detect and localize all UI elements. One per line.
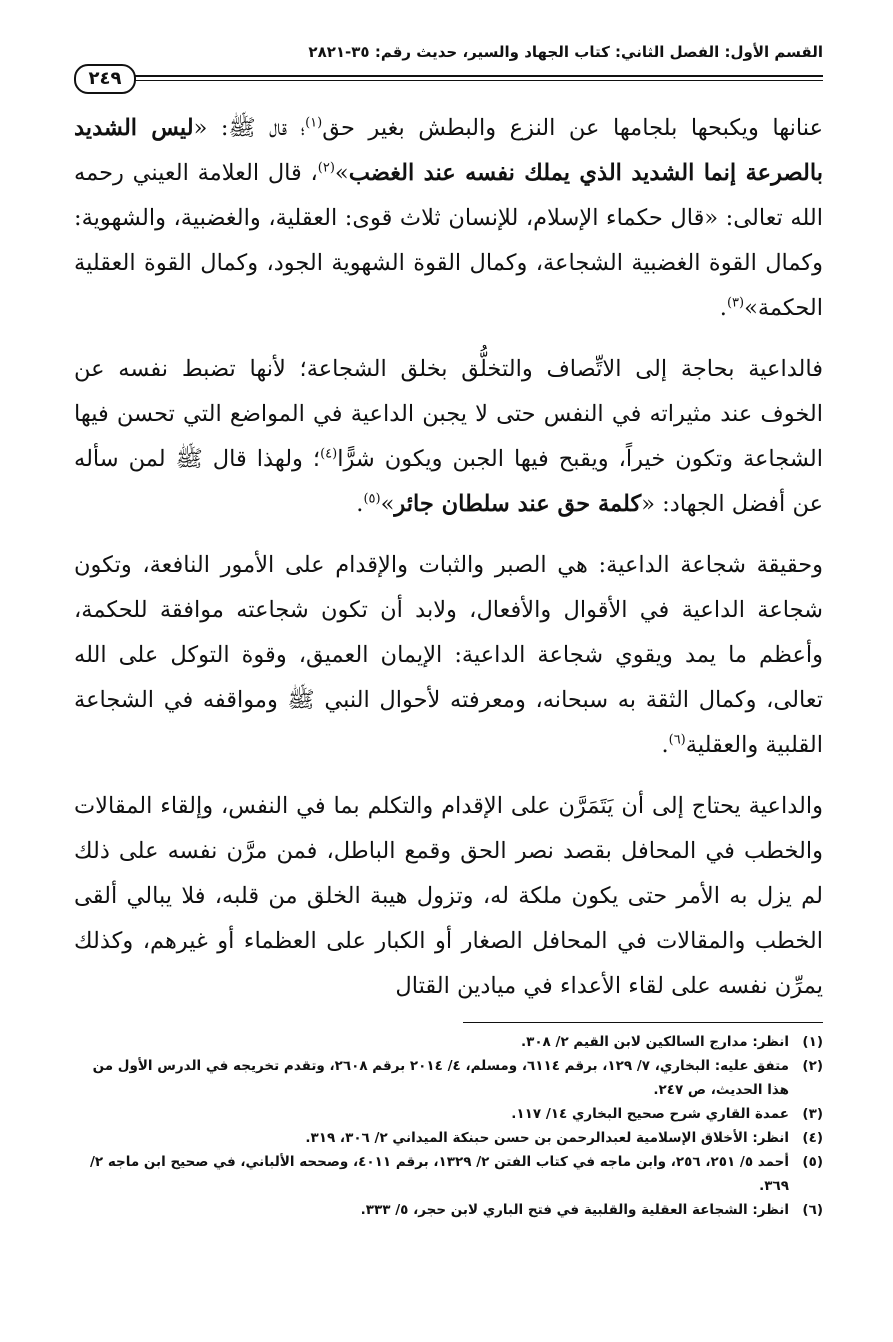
header-rule bbox=[134, 75, 823, 81]
text-segment: والداعية يحتاج إلى أن يَتَمَرَّن على الإقدام والتكلم بما في النفس، وإلقاء المقالات والخطب في المحافل بقصد نصر الحق وقمع الباطل، فمن مرَّن نفسه على ذلك لم يزل به الأمر حتى يكون ملكة له، وتزول هيبة الخلق من قلبه، فلا يبالي ألقى الخطب والمقالات في المحافل الصغار أو الكبار على العظماء أو غيرهم، وكذلك يمرِّن نفسه على لقاء الأعداء في ميادين القتال bbox=[74, 793, 823, 999]
page-header bbox=[74, 42, 823, 102]
text-segment: . bbox=[661, 732, 669, 758]
footnote-text: انظر: الشجاعة العقلية والقلبية في فتح الباري لابن حجر، ٥/ ٣٣٣. bbox=[360, 1202, 789, 1218]
hadith-quote: ليس الشديد بالصرعة إنما الشديد الذي يملك نفسه عند الغضب bbox=[74, 115, 823, 186]
footnote-separator bbox=[463, 1022, 823, 1023]
text-segment: » bbox=[334, 160, 349, 186]
text-segment: . bbox=[719, 295, 727, 321]
footnote bbox=[74, 1126, 823, 1150]
footnote-number: (١) bbox=[802, 1034, 823, 1050]
footnote bbox=[74, 1102, 823, 1126]
text-segment: » bbox=[380, 491, 395, 517]
text-segment: وحقيقة شجاعة الداعية: هي الصبر والثبات والإقدام على الأمور النافعة، وتكون شجاعة الداعية في الأقوال والأفعال، ولابد أن تكون شجاعته موافقة للحكمة، وأعظم ما يمد ويقوي شجاعة الداعية: الإيمان العميق، وقوة التوكل على الله تعالى، وكمال الثقة به سبحانه، ومعرفته لأحوال النبي ﷺ ومواقفه في الشجاعة القلبية والعقلية bbox=[74, 552, 823, 758]
running-title: القسم الأول: الفصل الثاني: كتاب الجهاد والسير، حديث رقم: ٣٥-٢٨٢١ bbox=[308, 43, 823, 61]
footnote-marker: (٢) bbox=[317, 160, 335, 176]
footnote-number: (٤) bbox=[802, 1130, 823, 1146]
paragraph bbox=[74, 543, 823, 768]
footnote-marker: (٤) bbox=[320, 446, 338, 462]
footnote-text: انظر: مدارج السالكين لابن القيم ٢/ ٣٠٨. bbox=[520, 1034, 789, 1050]
page-number: ٢٤٩ bbox=[74, 64, 136, 94]
footnote-marker: (٣) bbox=[726, 295, 745, 311]
footnote-text: انظر: الأخلاق الإسلامية لعبدالرحمن بن حسن حبنكة الميداني ٢/ ٣٠٦، ٣١٩. bbox=[305, 1130, 789, 1146]
footnote-marker: (٦) bbox=[668, 732, 686, 748]
paragraph bbox=[74, 106, 823, 331]
text-segment: فالداعية بحاجة إلى الاتِّصاف والتخلُّق بخلق الشجاعة؛ لأنها تضبط نفسه عن الخوف عند مثيراته في النفس حتى لا يجبن الداعية في المواضع التي تحسن فيها الشجاعة وتكون خيراً، ويقبح فيها الجبن ويكون شرًّا bbox=[74, 356, 823, 472]
hadith-quote: كلمة حق عند سلطان جائر bbox=[394, 491, 642, 517]
paragraph bbox=[74, 347, 823, 527]
footnote bbox=[74, 1030, 823, 1054]
footnote-marker: (٥) bbox=[363, 491, 381, 507]
text-segment: ، قال العلامة العيني رحمه الله تعالى: «قال حكماء الإسلام، للإنسان ثلاث قوى: العقلية، والغضبية، والشهوية: وكمال القوة الغضبية الشجاعة، وكمال القوة الشهوية الجود، وكمال القوة العقلية الحكمة» bbox=[74, 160, 823, 321]
footnote-text: متفق عليه: البخاري، ٧/ ١٢٩، برقم ٦١١٤، ومسلم، ٤/ ٢٠١٤ برقم ٢٦٠٨، وتقدم تخريجه في الدرس الأول من هذا الحديث، ص ٢٤٧. bbox=[92, 1058, 789, 1098]
main-text bbox=[74, 106, 823, 1025]
footnote-number: (٢) bbox=[802, 1058, 823, 1074]
footnote bbox=[74, 1150, 823, 1198]
footnote bbox=[74, 1198, 823, 1222]
text-segment: عنانها ويكبحها بلجامها عن النزع والبطش بغير حق bbox=[322, 115, 823, 141]
text-segment: ؛ قال ﷺ: « bbox=[193, 115, 306, 141]
footnote-text: أحمد ٥/ ٢٥١، ٢٥٦، وابن ماجه في كتاب الفتن ٢/ ١٣٢٩، برقم ٤٠١١، وصححه الألباني، في صحيح ابن ماجه ٢/ ٣٦٩. bbox=[89, 1154, 789, 1194]
footnote-text: عمدة القاري شرح صحيح البخاري ١٤/ ١١٧. bbox=[511, 1106, 789, 1122]
footnote-number: (٦) bbox=[802, 1202, 823, 1218]
footnote-marker: (١) bbox=[305, 115, 323, 131]
footnotes-section bbox=[74, 1030, 823, 1222]
text-segment: ؛ ولهذا قال ﷺ لمن سأله عن أفضل الجهاد: « bbox=[74, 446, 823, 517]
footnote-number: (٥) bbox=[802, 1154, 823, 1170]
footnote bbox=[74, 1054, 823, 1102]
paragraph bbox=[74, 784, 823, 1009]
text-segment: . bbox=[356, 491, 364, 517]
footnote-number: (٣) bbox=[802, 1106, 823, 1122]
